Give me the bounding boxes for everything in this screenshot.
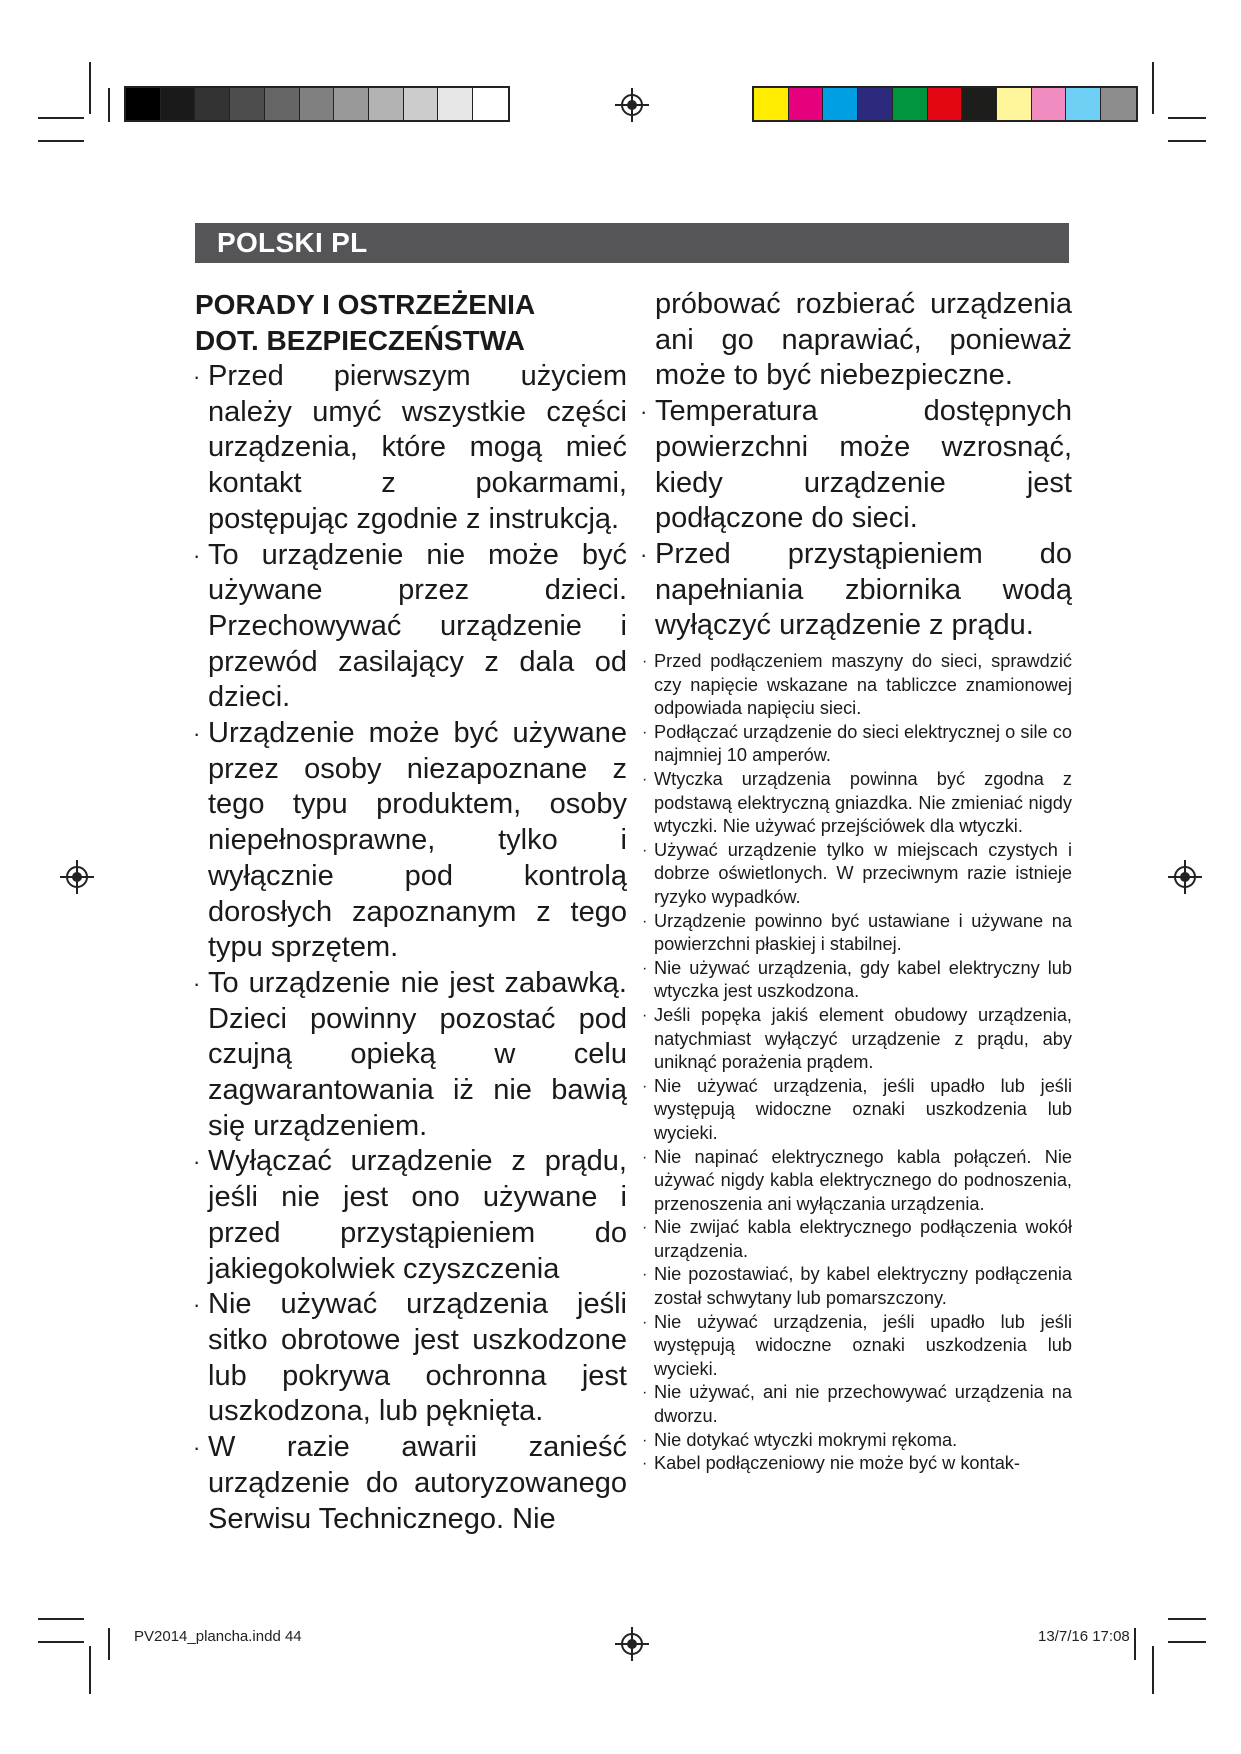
crop-mark [89, 1646, 91, 1694]
crop-mark [38, 117, 84, 119]
color-swatch [1032, 88, 1067, 120]
registration-mark-icon [615, 88, 649, 122]
list-item: · To urządzenie nie może być używane przez dzieci. Przechowywać urządzenie i przewód zasilający z dala od dzieci. [195, 538, 627, 717]
color-calibration-bar [752, 86, 1138, 122]
registration-mark-icon [1168, 860, 1202, 894]
color-swatch [789, 88, 824, 120]
safety-list-small [642, 650, 1072, 1476]
list-item: · Nie używać urządzenia, jeśli upadło lub jeśli występują widoczne oznaki uszkodzenia lub wycieki. [642, 1311, 1072, 1382]
color-swatch [438, 88, 473, 120]
crop-mark [1152, 1646, 1154, 1694]
crop-mark [1168, 1618, 1206, 1620]
list-item: · Temperatura dostępnych powierzchni może wzrosnąć, kiedy urządzenie jest podłączone do sieci. [642, 394, 1072, 537]
color-swatch [230, 88, 265, 120]
color-swatch [334, 88, 369, 120]
crop-mark [89, 62, 91, 114]
list-item: · Jeśli popęka jakiś element obudowy urządzenia, natychmiast wyłączyć urządzenie z prądu, aby uniknąć porażenia prądem. [642, 1004, 1072, 1075]
list-item: · Przed pierwszym użyciem należy umyć wszystkie części urządzenia, które mogą mieć kontakt z pokarmami, postępując zgodnie z instrukcją. [195, 359, 627, 538]
footer-filename: PV2014_plancha.indd 44 [134, 1628, 302, 1645]
crop-mark [38, 140, 84, 142]
color-swatch [265, 88, 300, 120]
crop-mark [1168, 1641, 1206, 1643]
list-item: · Nie używać, ani nie przechowywać urządzenia na dworzu. [642, 1381, 1072, 1428]
color-swatch [300, 88, 335, 120]
list-item: · Nie napinać elektrycznego kabla połączeń. Nie używać nigdy kabla elektrycznego do podnoszenia, przenoszenia ani wyłączania urządzenia. [642, 1146, 1072, 1217]
color-swatch [126, 88, 161, 120]
color-swatch [754, 88, 789, 120]
list-item: · Używać urządzenie tylko w miejscach czystych i dobrze oświetlonych. W przeciwnym razie istnieje ryzyko wypadków. [642, 839, 1072, 910]
crop-mark [1168, 140, 1206, 142]
crop-mark [1168, 117, 1206, 119]
color-swatch [1101, 88, 1136, 120]
registration-mark-icon [615, 1627, 649, 1661]
crop-mark [108, 1628, 110, 1660]
continued-paragraph: próbować rozbierać urządzenia ani go naprawiać, ponieważ może to być niebezpieczne. [655, 288, 1072, 392]
list-item: · Urządzenie może być używane przez osoby niezapoznane z tego typu produktem, osoby niepełnosprawne, tylko i wyłącznie pod kontrolą dorosłych zapoznanym z tego typu sprzętem. [195, 716, 627, 966]
crop-mark [1134, 1628, 1136, 1660]
color-swatch [161, 88, 196, 120]
crop-mark [38, 1618, 84, 1620]
list-item: · Nie używać urządzenia, jeśli upadło lub jeśli występują widoczne oznaki uszkodzenia lub wycieki. [642, 1075, 1072, 1146]
list-item: · Nie zwijać kabla elektrycznego podłączenia wokół urządzenia. [642, 1216, 1072, 1263]
color-swatch [369, 88, 404, 120]
color-swatch [928, 88, 963, 120]
list-item: · Urządzenie powinno być ustawiane i używane na powierzchni płaskiej i stabilnej. [642, 910, 1072, 957]
crop-mark [1152, 62, 1154, 114]
color-swatch [404, 88, 439, 120]
list-item: · Nie dotykać wtyczki mokrymi rękoma. [642, 1429, 1072, 1453]
color-swatch [997, 88, 1032, 120]
list-item: · Wyłączać urządzenie z prądu, jeśli nie jest ono używane i przed przystąpieniem do jakiegokolwiek czyszczenia [195, 1144, 627, 1287]
list-item: · Przed podłączeniem maszyny do sieci, sprawdzić czy napięcie wskazane na tabliczce znamionowej odpowiada napięciu sieci. [642, 650, 1072, 721]
list-item: · Podłączać urządzenie do sieci elektrycznej o sile co najmniej 10 amperów. [642, 721, 1072, 768]
color-swatch [195, 88, 230, 120]
crop-mark [108, 88, 110, 122]
section-heading-line-2: DOT. BEZPIECZEŃSTWA [195, 325, 525, 356]
list-item: · Kabel podłączeniowy nie może być w kontak- [642, 1452, 1072, 1476]
list-item: · To urządzenie nie jest zabawką. Dzieci powinny pozostać pod czujną opieką w celu zagwarantowania iż nie bawią się urządzeniem. [195, 966, 627, 1145]
list-item: · Nie używać urządzenia, gdy kabel elektryczny lub wtyczka jest uszkodzona. [642, 957, 1072, 1004]
color-swatch [893, 88, 928, 120]
color-swatch [858, 88, 893, 120]
left-column [195, 287, 627, 1537]
list-item: · Nie pozostawiać, by kabel elektryczny podłączenia został schwytany lub pomarszczony. [642, 1263, 1072, 1310]
section-heading-line-1: PORADY I OSTRZEŻENIA [195, 289, 536, 320]
list-item: · Przed przystąpieniem do napełniania zbiornika wodą wyłączyć urządzenie z prądu. [642, 537, 1072, 644]
safety-list [195, 359, 627, 1537]
color-swatch [473, 88, 508, 120]
color-swatch [823, 88, 858, 120]
registration-mark-icon [60, 860, 94, 894]
grayscale-calibration-bar [124, 86, 510, 122]
list-item: · Wtyczka urządzenia powinna być zgodna z podstawą elektryczną gniazdka. Nie zmieniać nigdy wtyczki. Nie używać przejściówek dla wtyczki. [642, 768, 1072, 839]
list-item: · W razie awarii zanieść urządzenie do autoryzowanego Serwisu Technicznego. Nie [195, 1430, 627, 1537]
list-item: · Nie używać urządzenia jeśli sitko obrotowe jest uszkodzone lub pokrywa ochronna jest uszkodzona, lub pęknięta. [195, 1287, 627, 1430]
safety-list-large [642, 394, 1072, 644]
right-column [642, 287, 1072, 1476]
crop-mark [38, 1641, 84, 1643]
color-swatch [1066, 88, 1101, 120]
language-header: POLSKI PL [195, 223, 1069, 263]
color-swatch [962, 88, 997, 120]
footer-timestamp: 13/7/16 17:08 [1038, 1628, 1130, 1645]
